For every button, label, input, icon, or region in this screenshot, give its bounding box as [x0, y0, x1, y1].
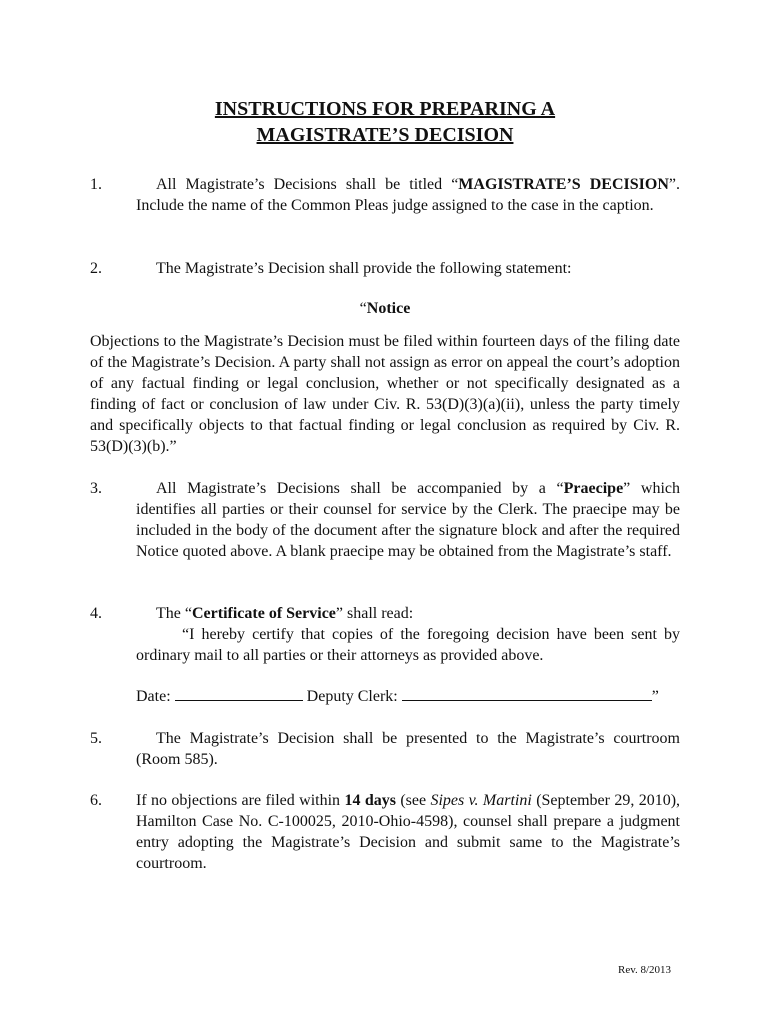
item-body — [136, 174, 680, 216]
title-line-2: MAGISTRATE’S DECISION — [256, 124, 514, 146]
deputy-clerk-blank-line — [402, 686, 652, 701]
item-text-bold: 14 days — [344, 792, 396, 809]
instruction-item-6 — [90, 790, 680, 874]
date-label: Date: — [136, 688, 171, 705]
item-body — [136, 728, 680, 770]
deputy-clerk-label: Deputy Clerk: — [306, 688, 398, 705]
item-body — [136, 603, 680, 707]
item-text-bold: MAGISTRATE’S DECISION — [458, 176, 669, 193]
item-body — [136, 478, 680, 562]
instruction-item-1 — [90, 174, 680, 216]
revision-footer: Rev. 8/2013 — [618, 964, 672, 976]
item-text-post: ”. Include the name of the Common Pleas judge assigned to the case in the caption. — [136, 176, 680, 214]
date-blank-line — [175, 686, 303, 701]
document-title — [90, 96, 680, 148]
item-number: 4. — [90, 605, 102, 622]
instruction-item-5 — [90, 728, 680, 770]
item-text-pre: All Magistrate’s Decisions shall be accompanied by a “ — [156, 480, 564, 497]
item-text-post: ” which identifies all parties or their counsel for service by the Clerk. The praecipe may be included in the body of the document after the signature block and after the required Notice quoted above. A blank praecipe may be obtained from the Magistrate’s staff. — [136, 480, 681, 560]
item-text-pre: If no objections are filed within — [136, 792, 345, 809]
notice-body: Objections to the Magistrate’s Decision must be filed within fourteen days of the filing date of the Magistrate’s Decision. A party shall not assign as error on appeal the court’s adoption of any factual finding or legal conclusion, whether or not specifically designated as a finding of fact or conclusion of law under Civ. R. 53(D)(3)(a)(ii), unless the party timely and specifically objects to that factual finding or legal conclusion as required by Civ. R. 53(D)(3)(b).” — [90, 333, 680, 455]
item-text: The Magistrate’s Decision shall be presented to the Magistrate’s courtroom (Room 585). — [136, 730, 680, 768]
notice-open-quote: “ — [359, 300, 367, 317]
notice-heading-text: Notice — [366, 300, 411, 317]
item-text-bold: Certificate of Service — [191, 605, 336, 622]
instruction-item-3 — [90, 478, 680, 562]
item-text-post: (September 29, 2010), Hamilton Case No. C-100025, 2010-Ohio-4598), counsel shall prepare a judgment entry adopting the Magistrate’s Decision and submit same to the Magistrate’s courtroom. — [136, 792, 681, 872]
instruction-item-4 — [90, 603, 680, 707]
instruction-item-2 — [90, 258, 680, 279]
notice-heading — [90, 298, 680, 319]
signature-line-row — [136, 686, 680, 707]
title-line-1: INSTRUCTIONS FOR PREPARING A — [214, 98, 556, 120]
item-number: 2. — [90, 260, 102, 277]
item-text-pre: All Magistrate’s Decisions shall be titled “ — [156, 176, 459, 193]
certificate-close-quote: ” — [651, 688, 659, 705]
item-text-mid: (see — [395, 792, 431, 809]
item-number: 6. — [90, 792, 102, 809]
item-number: 5. — [90, 730, 102, 747]
item-text: The Magistrate’s Decision shall provide the following statement: — [156, 260, 572, 277]
item-text-bold: Praecipe — [563, 480, 624, 497]
case-name-italic: Sipes v. Martini — [430, 792, 532, 809]
item-text-post: ” shall read: — [335, 605, 414, 622]
item-number: 1. — [90, 176, 102, 193]
item-text-pre: The “ — [156, 605, 192, 622]
item-number: 3. — [90, 480, 102, 497]
item-body — [136, 790, 680, 874]
item-body — [136, 258, 680, 279]
certificate-quote: “I hereby certify that copies of the foregoing decision have been sent by ordinary mail to all parties or their attorneys as provided above. — [136, 626, 680, 664]
